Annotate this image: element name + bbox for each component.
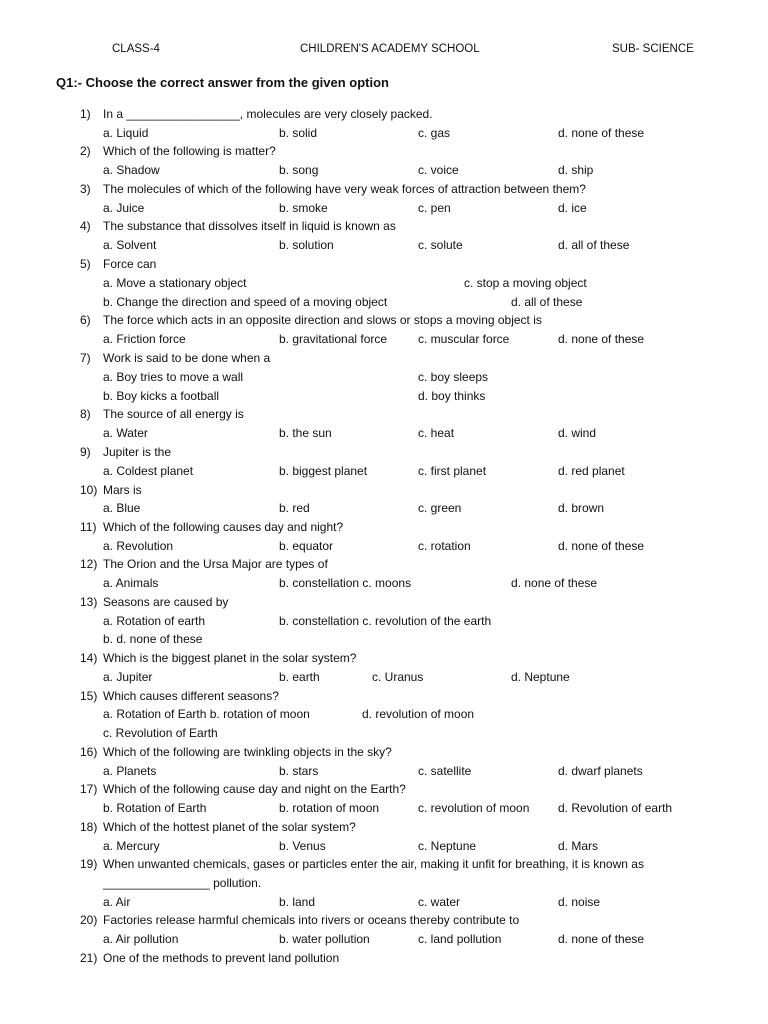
question-number: 14) <box>80 651 98 665</box>
option-c: c. stop a moving object <box>464 276 587 290</box>
option-b: b. gravitational force <box>279 332 388 346</box>
option-b: b. constellation c. revolution of the earth <box>279 614 492 628</box>
option-b: b. the sun <box>279 426 332 440</box>
question-number: 7) <box>80 351 91 365</box>
option-b: b. stars <box>279 764 319 778</box>
question-number: 11) <box>80 520 97 534</box>
question-number: 9) <box>80 445 91 459</box>
option-d: d. Neptune <box>511 670 570 684</box>
question-number: 12) <box>80 557 98 571</box>
option-c: c. Neptune <box>418 839 477 853</box>
option-c: c. first planet <box>418 464 487 478</box>
option-d: d. wind <box>558 426 597 440</box>
option-d: d. ship <box>558 163 594 177</box>
option-c: c. voice <box>418 163 459 177</box>
question-number: 6) <box>80 313 91 327</box>
option-a: a. Friction force <box>103 332 186 346</box>
option-a: a. Air <box>103 895 131 909</box>
option-c: c. land pollution <box>418 932 502 946</box>
question-number: 19) <box>80 857 98 871</box>
option-b: b. rotation of moon <box>279 801 380 815</box>
question-text: Jupiter is the <box>103 445 172 459</box>
option-a: a. Coldest planet <box>103 464 194 478</box>
question-text: Which of the following cause day and night on the Earth? <box>103 782 406 796</box>
question-text: Which causes different seasons? <box>103 689 279 703</box>
question-number: 21) <box>80 951 98 965</box>
option-c: c. green <box>418 501 462 515</box>
question-number: 17) <box>80 782 98 796</box>
question-text: The Orion and the Ursa Major are types of <box>103 557 328 571</box>
option-a: a. Blue <box>103 501 141 515</box>
option-d: d. none of these <box>558 332 645 346</box>
question-text: When unwanted chemicals, gases or particles enter the air, making it unfit for breathing, it is known as <box>103 857 644 871</box>
option-d: d. none of these <box>511 576 598 590</box>
option-b: b. land <box>279 895 316 909</box>
question-text: Which of the following causes day and night? <box>103 520 344 534</box>
option-d: d. noise <box>558 895 601 909</box>
question-text-continued: ________________ pollution. <box>103 876 262 890</box>
option-b: b. red <box>279 501 310 515</box>
option-d: d. Revolution of earth <box>558 801 673 815</box>
question-number: 20) <box>80 913 98 927</box>
option-a: a. Rotation of earth <box>103 614 206 628</box>
option-c: c. pen <box>418 201 451 215</box>
option-b: b. equator <box>279 539 334 553</box>
option-a: a. Liquid <box>103 126 149 140</box>
question-number: 8) <box>80 407 91 421</box>
question-text: The source of all energy is <box>103 407 244 421</box>
option-c: c. revolution of moon <box>418 801 530 815</box>
option-c: c. Uranus <box>372 670 424 684</box>
option-c: c. solute <box>418 238 463 252</box>
option-a: b. Rotation of Earth <box>103 801 207 815</box>
question-number: 3) <box>80 182 91 196</box>
class-label: CLASS-4 <box>112 43 160 55</box>
option-a: a. Shadow <box>103 163 160 177</box>
option-b: b. earth <box>279 670 320 684</box>
option-a: a. Rotation of Earth b. rotation of moon <box>103 707 310 721</box>
question-number: 15) <box>80 689 98 703</box>
option-d: d. Mars <box>558 839 599 853</box>
option-a: a. Water <box>103 426 148 440</box>
question-number: 16) <box>80 745 98 759</box>
question-text: Force can <box>103 257 157 271</box>
option-c: c. rotation <box>418 539 471 553</box>
question-text: The molecules of which of the following have very weak forces of attraction between them? <box>103 182 586 196</box>
option-c: c. gas <box>418 126 451 140</box>
option-b: b. song <box>279 163 319 177</box>
question-text: The force which acts in an opposite direction and slows or stops a moving object is <box>103 313 542 327</box>
option-b: b. smoke <box>279 201 328 215</box>
option-b: b. solution <box>279 238 334 252</box>
question-text: The substance that dissolves itself in liquid is known as <box>103 219 396 233</box>
option-b: b. water pollution <box>279 932 370 946</box>
option-d: d. all of these <box>511 295 583 309</box>
option-a: a. Mercury <box>103 839 160 853</box>
option-c: c. boy sleeps <box>418 370 489 384</box>
question-text: Which of the following are twinkling objects in the sky? <box>103 745 392 759</box>
option-b: b. biggest planet <box>279 464 368 478</box>
option-a: a. Jupiter <box>103 670 153 684</box>
option-a: a. Solvent <box>103 238 157 252</box>
school-name: CHILDREN'S ACADEMY SCHOOL <box>300 43 480 55</box>
question-number: 13) <box>80 595 98 609</box>
option-d: d. all of these <box>558 238 630 252</box>
question-text: Work is said to be done when a <box>103 351 271 365</box>
option-c: c. Revolution of Earth <box>103 726 218 740</box>
question-text: Which of the following is matter? <box>103 144 276 158</box>
option-d: d. brown <box>558 501 605 515</box>
option-d: d. ice <box>558 201 587 215</box>
option-d: d. dwarf planets <box>558 764 643 778</box>
question-text: In a _________________, molecules are very closely packed. <box>103 107 433 121</box>
option-c: c. heat <box>418 426 455 440</box>
question-text: Mars is <box>103 483 142 497</box>
option-b: b. solid <box>279 126 318 140</box>
question-number: 2) <box>80 144 91 158</box>
option-c: c. muscular force <box>418 332 510 346</box>
option-b: b. d. none of these <box>103 632 203 646</box>
option-d: d. revolution of moon <box>362 707 475 721</box>
option-d: d. none of these <box>558 539 645 553</box>
question-number: 5) <box>80 257 91 271</box>
option-d: d. boy thinks <box>418 389 486 403</box>
option-d: d. red planet <box>558 464 625 478</box>
question-number: 18) <box>80 820 98 834</box>
option-c: c. satellite <box>418 764 472 778</box>
question-text: Which is the biggest planet in the solar system? <box>103 651 357 665</box>
option-a: a. Animals <box>103 576 159 590</box>
option-a: a. Boy tries to move a wall <box>103 370 244 384</box>
question-text: Seasons are caused by <box>103 595 229 609</box>
question-text: One of the methods to prevent land pollution <box>103 951 340 965</box>
question-text: Factories release harmful chemicals into rivers or oceans thereby contribute to <box>103 913 520 927</box>
question-text: Which of the hottest planet of the solar system? <box>103 820 356 834</box>
section-title: Q1:- Choose the correct answer from the given option <box>56 75 389 90</box>
question-number: 4) <box>80 219 91 233</box>
option-b: b. constellation c. moons <box>279 576 412 590</box>
option-d: d. none of these <box>558 126 645 140</box>
option-d: d. none of these <box>558 932 645 946</box>
option-a: a. Revolution <box>103 539 174 553</box>
subject-label: SUB- SCIENCE <box>612 43 694 55</box>
option-c: c. water <box>418 895 461 909</box>
option-a: a. Move a stationary object <box>103 276 247 290</box>
option-b: b. Change the direction and speed of a moving object <box>103 295 388 309</box>
option-a: a. Juice <box>103 201 145 215</box>
option-b: b. Boy kicks a football <box>103 389 220 403</box>
question-number: 10) <box>80 483 98 497</box>
option-b: b. Venus <box>279 839 326 853</box>
option-a: a. Planets <box>103 764 157 778</box>
question-number: 1) <box>80 107 91 121</box>
option-a: a. Air pollution <box>103 932 179 946</box>
